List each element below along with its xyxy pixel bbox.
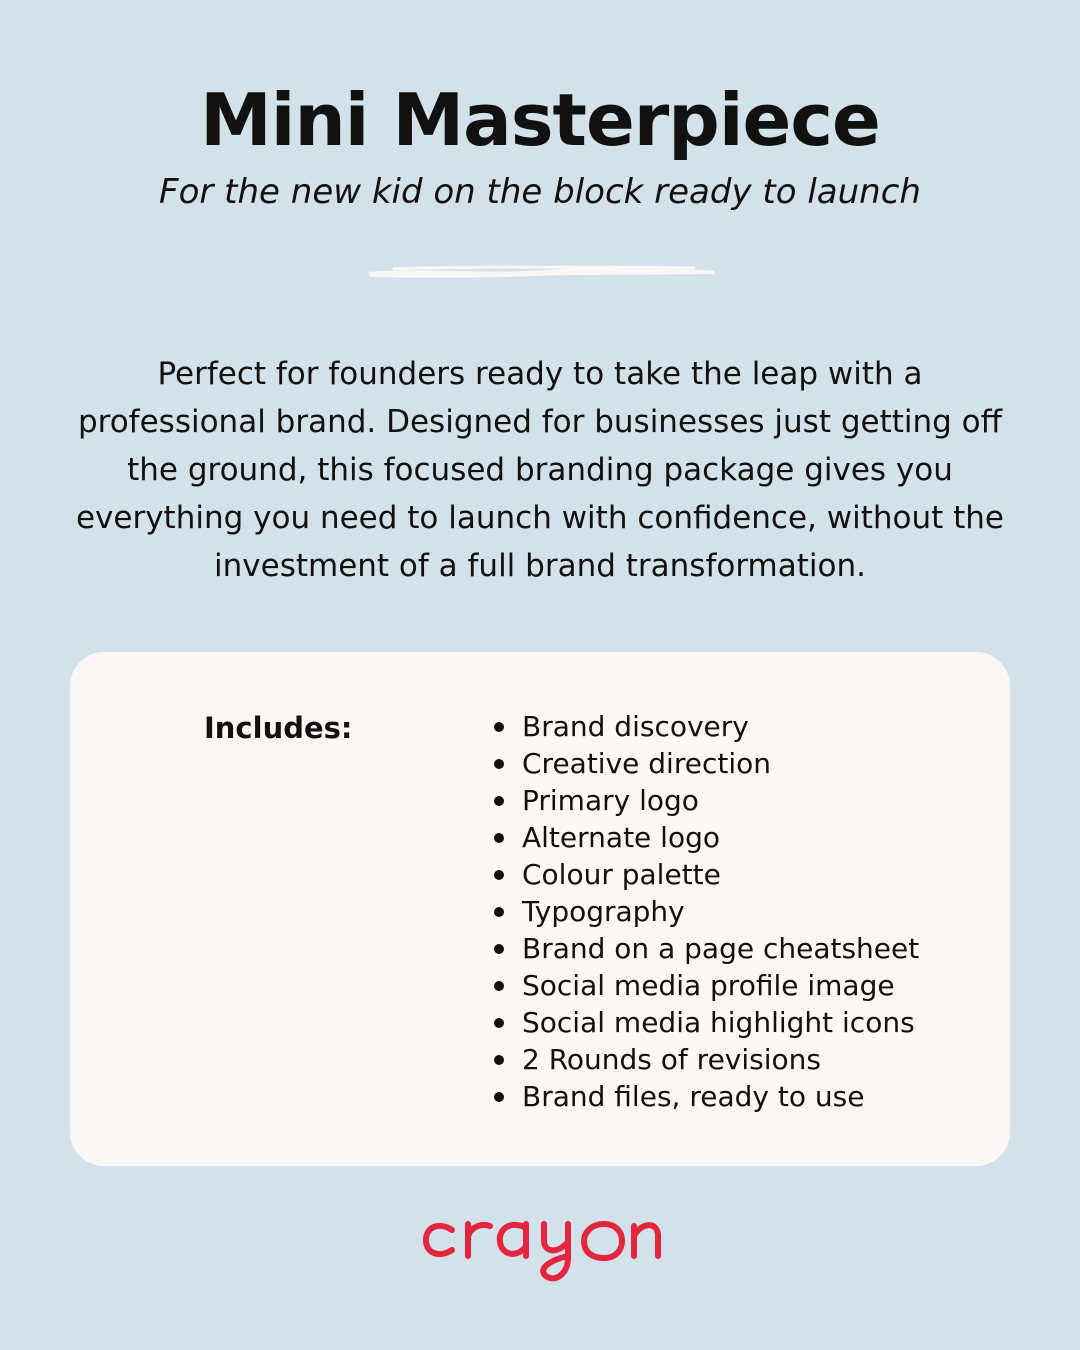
bullet-icon bbox=[494, 1018, 504, 1028]
feature-label: Creative direction bbox=[522, 747, 771, 780]
bullet-icon bbox=[494, 759, 504, 769]
feature-item bbox=[492, 819, 919, 856]
feature-label: Brand files, ready to use bbox=[522, 1080, 865, 1113]
feature-label: Alternate logo bbox=[522, 821, 720, 854]
package-subtitle: For the new kid on the block ready to launch bbox=[159, 172, 921, 212]
crayon-logo bbox=[0, 1206, 1080, 1290]
feature-label: Brand on a page cheatsheet bbox=[522, 932, 920, 965]
feature-item bbox=[492, 967, 919, 1004]
feature-label: Social media highlight icons bbox=[522, 1006, 915, 1039]
feature-label: Social media profile image bbox=[522, 969, 895, 1002]
bullet-icon bbox=[494, 722, 504, 732]
feature-label: Primary logo bbox=[522, 784, 699, 817]
feature-list bbox=[492, 708, 919, 1115]
feature-item bbox=[492, 930, 919, 967]
feature-label: Typography bbox=[522, 895, 685, 928]
package-description: Perfect for founders ready to take the leap with a professional brand. Designed for businesses just getting off the ground, this focused branding package gives you everything you need to launch with confidence, without the investment of a full brand transformation. bbox=[75, 356, 1005, 584]
feature-item bbox=[492, 1041, 919, 1078]
feature-item bbox=[492, 1004, 919, 1041]
logo-text: crayon bbox=[538, 1266, 542, 1267]
feature-label: 2 Rounds of revisions bbox=[522, 1043, 821, 1076]
bullet-icon bbox=[494, 907, 504, 917]
feature-item bbox=[492, 893, 919, 930]
bullet-icon bbox=[494, 1092, 504, 1102]
feature-label: Colour palette bbox=[522, 858, 721, 891]
includes-label: Includes: bbox=[204, 711, 353, 745]
feature-label: Brand discovery bbox=[522, 710, 749, 743]
includes-card bbox=[70, 652, 1010, 1166]
crayon-stroke-divider bbox=[364, 262, 718, 282]
feature-item bbox=[492, 782, 919, 819]
package-title: Mini Masterpiece bbox=[200, 78, 880, 162]
bullet-icon bbox=[494, 796, 504, 806]
feature-item bbox=[492, 745, 919, 782]
feature-item bbox=[492, 1078, 919, 1115]
feature-item bbox=[492, 708, 919, 745]
bullet-icon bbox=[494, 870, 504, 880]
bullet-icon bbox=[494, 981, 504, 991]
bullet-icon bbox=[494, 1055, 504, 1065]
bullet-icon bbox=[494, 944, 504, 954]
feature-item bbox=[492, 856, 919, 893]
bullet-icon bbox=[494, 833, 504, 843]
